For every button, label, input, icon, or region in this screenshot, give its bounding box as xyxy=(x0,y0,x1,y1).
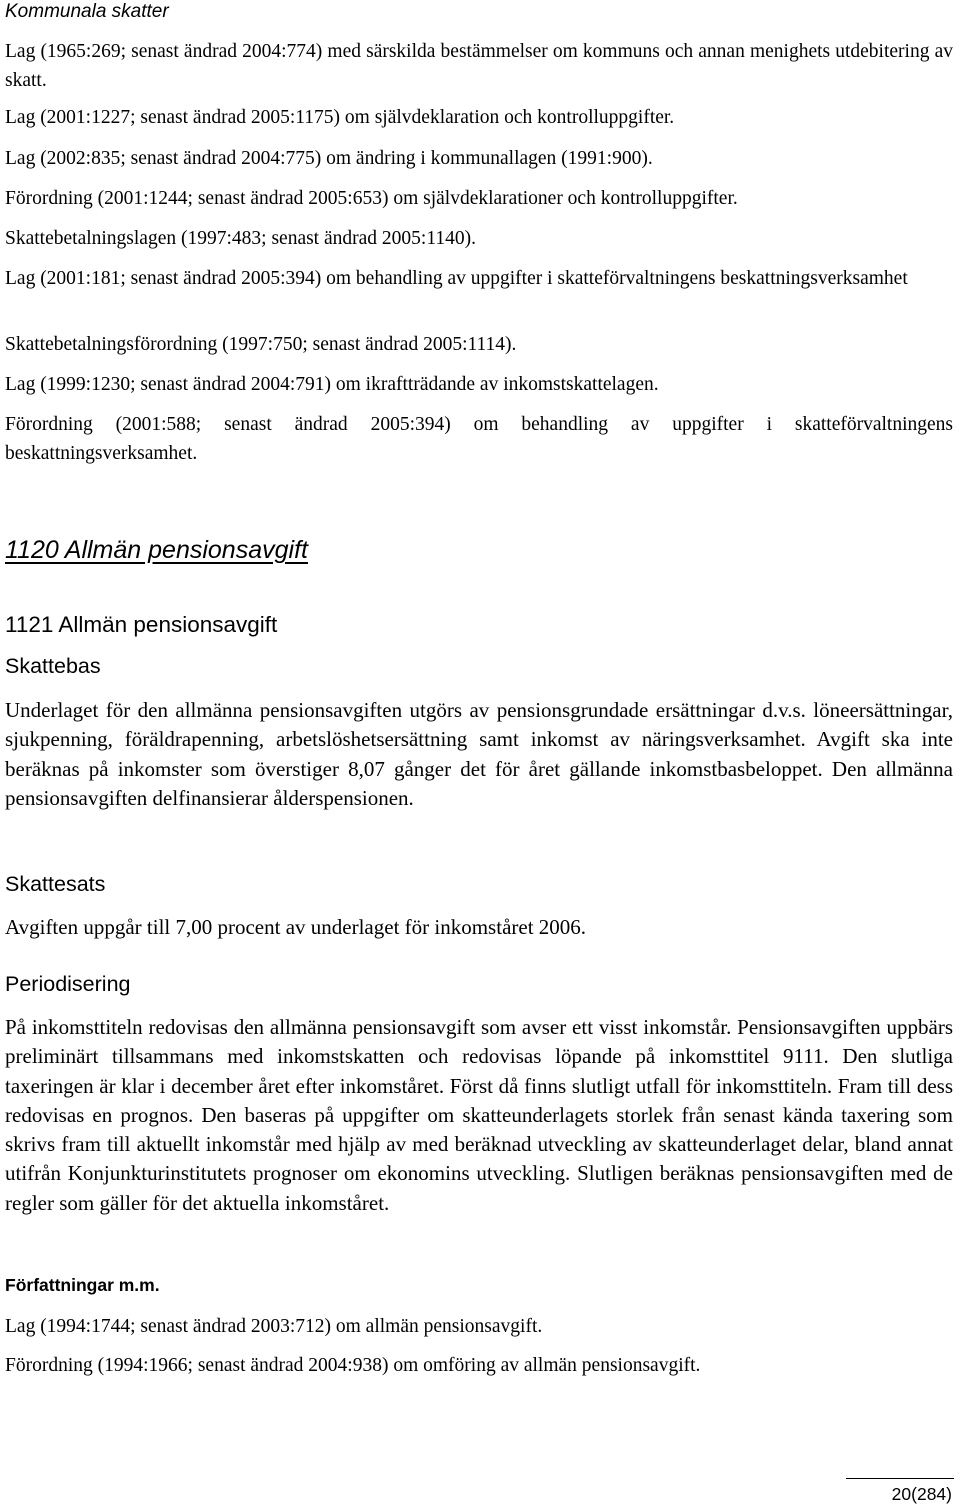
forfattningar-heading: Författningar m.m. xyxy=(5,1275,160,1295)
law-reference: Förordning (2001:1244; senast ändrad 2005:653) om självdeklarationer och kontrolluppgifter. xyxy=(5,188,738,209)
law-reference: Lag (2002:835; senast ändrad 2004:775) om ändring i kommunallagen (1991:900). xyxy=(5,148,653,169)
running-header-title: Kommunala skatter xyxy=(5,1,169,22)
law-reference: Lag (2001:1227; senast ändrad 2005:1175) om självdeklaration och kontrolluppgifter. xyxy=(5,107,675,128)
subsection-heading: 1121 Allmän pensionsavgift xyxy=(5,612,278,637)
section-heading: 1120 Allmän pensionsavgift xyxy=(5,536,308,564)
forfattning-reference: Lag (1994:1744; senast ändrad 2003:712) om allmän pensionsavgift. xyxy=(5,1316,543,1337)
skattesats-heading: Skattesats xyxy=(5,872,106,896)
footer-divider xyxy=(846,1478,954,1479)
periodisering-heading: Periodisering xyxy=(5,972,131,996)
law-reference: Lag (1999:1230; senast ändrad 2004:791) om ikraftträdande av inkomstskattelagen. xyxy=(5,374,659,395)
law-reference: Skattebetalningslagen (1997:483; senast ändrad 2005:1140). xyxy=(5,228,476,249)
page-number: 20(284) xyxy=(891,1484,952,1504)
skattebas-heading: Skattebas xyxy=(5,654,101,678)
law-reference: Lag (2001:181; senast ändrad 2005:394) om behandling av uppgifter i skatteförvaltningens beskattningsverksamhet xyxy=(5,268,908,289)
law-reference: Lag (1965:269; senast ändrad 2004:774) med särskilda bestämmelser om kommuns och annan menighets utdebitering av skatt. xyxy=(5,41,953,91)
law-reference: Skattebetalningsförordning (1997:750; senast ändrad 2005:1114). xyxy=(5,334,517,355)
law-reference: Förordning (2001:588; senast ändrad 2005:394) om behandling av uppgifter i skatteförvaltningens beskattningsverksamhet. xyxy=(5,414,953,464)
periodisering-paragraph: På inkomsttiteln redovisas den allmänna pensionsavgift som avser ett visst inkomstår. Pensionsavgiften uppbärs preliminärt tillsammans med inkomstskatten och redovisas löpande på inkomsttitel 9111. Den slutliga taxeringen är klar i december året efter inkomståret. Först då finns slutligt utfall för inkomsttiteln. Fram till dess redovisas en prognos. Den baseras på uppgifter om skatteunderlagets storlek från senast kända taxering som skrivs fram till aktuellt inkomstår med hjälp av med beräknad utveckling av skatteunderlaget delar, bland annat utifrån Konjunkturinstitutets prognoser om ekonomins utveckling. Slutligen beräknas pensionsavgiften med de regler som gäller för det aktuella inkomståret. xyxy=(5,1015,953,1215)
forfattning-reference: Förordning (1994:1966; senast ändrad 2004:938) om omföring av allmän pensionsavgift. xyxy=(5,1355,701,1376)
skattebas-paragraph: Underlaget för den allmänna pensionsavgiften utgörs av pensionsgrundade ersättningar d.v.s. löneersättningar, sjukpenning, föräldrapenning, arbetslöshetsersättning samt inkomst av näringsverksamhet. Avgift ska inte beräknas på inkomster som överstiger 8,07 gånger det för året gällande inkomstbasbeloppet. Den allmänna pensionsavgiften delfinansierar ålderspensionen. xyxy=(5,698,953,810)
skattesats-paragraph: Avgiften uppgår till 7,00 procent av underlaget för inkomståret 2006. xyxy=(5,915,587,939)
